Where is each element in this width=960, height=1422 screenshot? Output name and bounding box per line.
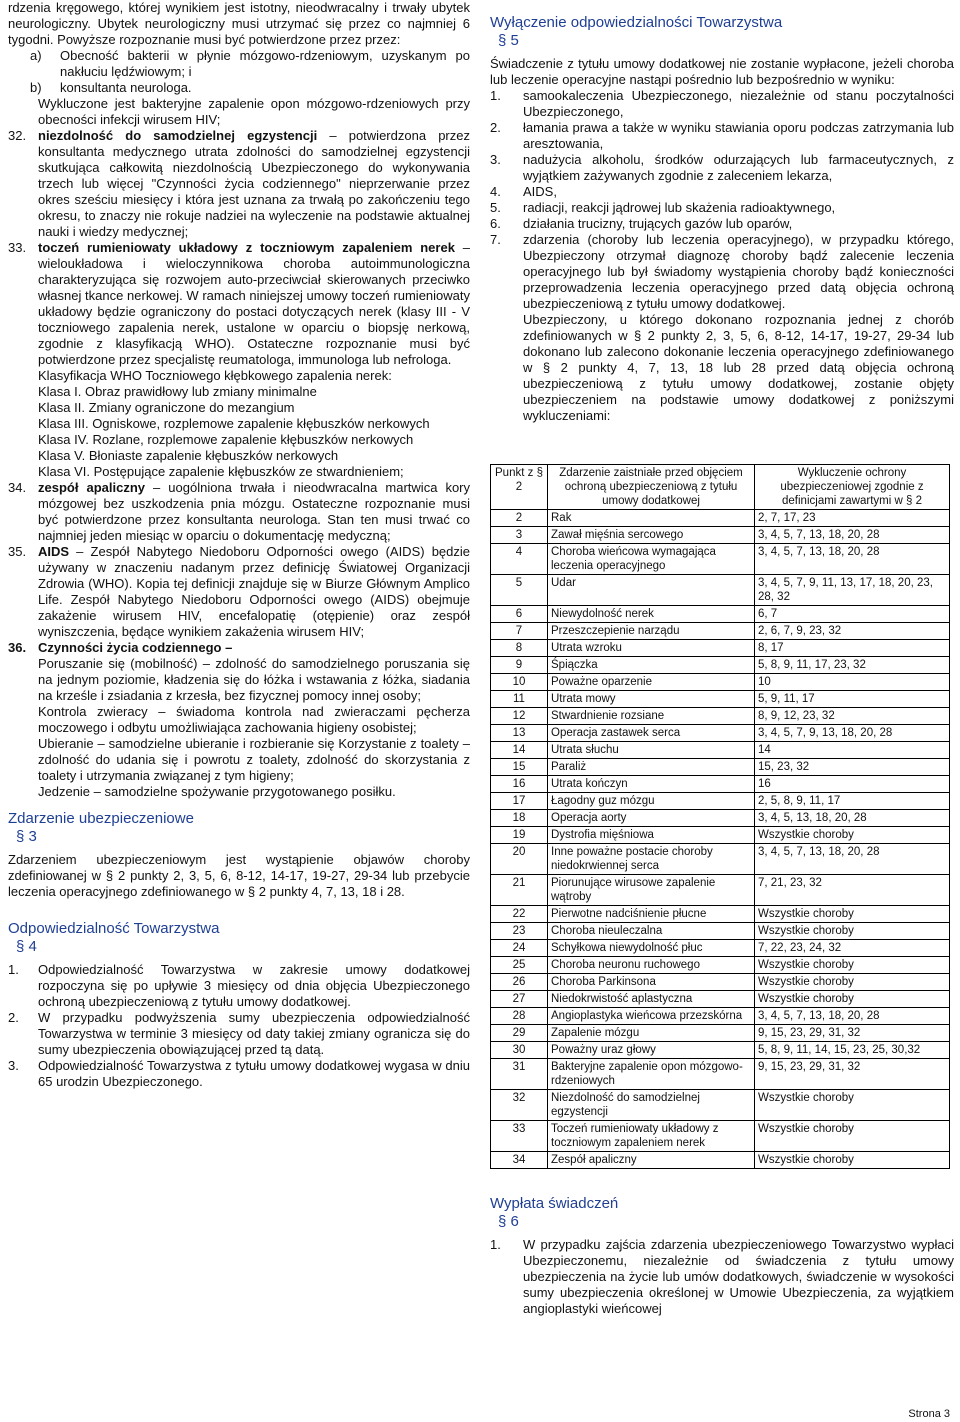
section-6-number: § 6 [498, 1213, 519, 1230]
table-row [491, 776, 950, 793]
table-cell-point: 13 [491, 725, 548, 742]
section-3-title: Zdarzenie ubezpieczeniowe [8, 810, 194, 827]
table-cell-point: 33 [491, 1121, 548, 1152]
section-5-item-2-text: łamania prawa a także w wyniku stawiania oporu podczas zatrzymania lub aresztowania, [523, 120, 954, 151]
table-cell-point: 24 [491, 940, 548, 957]
table-cell-exclusion: Wszystkie choroby [755, 923, 950, 940]
table-row [491, 623, 950, 640]
table-cell-point: 14 [491, 742, 548, 759]
table-row [491, 544, 950, 575]
section-5-item-3 [490, 152, 954, 184]
table-cell-event: Piorunujące wirusowe zapalenie wątroby [548, 875, 755, 906]
definition-35-term: AIDS [38, 544, 70, 559]
definition-36 [8, 640, 470, 800]
section-5-item-2-number: 2. [490, 120, 501, 135]
table-row [491, 844, 950, 875]
table-row [491, 708, 950, 725]
section-5-item-7 [490, 232, 954, 312]
section-6-item-1-number: 1. [490, 1237, 501, 1252]
section-5-intro: Świadczenie z tytułu umowy dodatkowej nie zostanie wypłacone, jeżeli choroba lub leczenie operacyjne nastąpi pośrednio lub bezpośrednio w wyniku: [490, 56, 954, 87]
left-column [8, 0, 470, 1090]
table-cell-point: 12 [491, 708, 548, 725]
table-cell-event: Bakteryjne zapalenie opon mózgowo-rdzeniowych [548, 1059, 755, 1090]
table-cell-event: Utrata słuchu [548, 742, 755, 759]
definition-33-text: – wieloukładowa i wieloczynnikowa choroba autoimmunologiczna charakteryzująca się rozwojem auto-przeciwciał skierowanych przeciwko własnej tkance nerkowej. W ramach niniejszej umowy toczeń rumieniowaty układowy będzie ograniczony do postaci dotyczących nerek (klasy III - V toczniowego zapalenia nerek, ustalone w oparciu o biopsję nerkową, zgodnie z klasyfikacją WHO). Ostateczne rozpoznanie musi być potwierdzone przez specjalistę reumatologa, immunologa lub nefrologa. [38, 240, 471, 367]
table-cell-event: Toczeń rumieniowaty układowy z toczniowym zapaleniem nerek [548, 1121, 755, 1152]
item-b-text: konsultanta neurologa. [60, 80, 192, 95]
table-cell-point: 32 [491, 1090, 548, 1121]
table-header-row [491, 465, 950, 510]
table-cell-exclusion: 14 [755, 742, 950, 759]
item-a-text: Obecność bakterii w płynie mózgowo-rdzeniowym, uzyskanym po nakłuciu lędźwiowym; i [60, 48, 470, 79]
who-class-5: Klasa V. Błoniaste zapalenie kłębuszków nerkowych [38, 448, 339, 463]
section-5-number: § 5 [498, 32, 519, 49]
item-b [8, 80, 470, 96]
table-cell-point: 28 [491, 1008, 548, 1025]
table-row [491, 957, 950, 974]
section-6-item-1 [490, 1237, 954, 1317]
table-cell-event: Udar [548, 575, 755, 606]
section-5-item-3-text: nadużycia alkoholu, środków odurzających lub farmaceutycznych, z wyjątkiem zażywanych zgodnie z zaleceniem lekarza, [523, 152, 954, 183]
definition-35 [8, 544, 470, 640]
table-cell-event: Zawał mięśnia sercowego [548, 527, 755, 544]
table-cell-event: Pierwotne nadciśnienie płucne [548, 906, 755, 923]
who-class-3: Klasa III. Ogniskowe, rozplemowe zapalenie kłębuszków nerkowych [38, 416, 430, 431]
table-cell-point: 7 [491, 623, 548, 640]
table-cell-exclusion: 7, 22, 23, 24, 32 [755, 940, 950, 957]
table-cell-event: Stwardnienie rozsiane [548, 708, 755, 725]
definition-33 [8, 240, 470, 480]
section-5-title: Wyłączenie odpowiedzialności Towarzystwa [490, 14, 783, 31]
table-cell-exclusion: Wszystkie choroby [755, 1090, 950, 1121]
who-class-4: Klasa IV. Rozlane, rozplemowe zapalenie kłębuszków nerkowych [38, 432, 414, 447]
item-a-label: a) [30, 48, 42, 63]
table-row [491, 657, 950, 674]
table-cell-event: Choroba nieuleczalna [548, 923, 755, 940]
definition-35-text: – Zespół Nabytego Niedoboru Odporności owego (AIDS) będzie używany w znaczeniu nadanym przez definicję Światowej Organizacji Zdrowia (WHO). Kopia tej definicji znajduje się w Biurze Głównym Amplico Life. Zespół Nabytego Niedoboru Odporności owego (AIDS) obejmuje zakażenie wirusem HIV, encefalopatię (otępienie) oraz zespół wyniszczenia, będące wynikiem zakażenia wirusem HIV; [38, 544, 470, 639]
table-cell-exclusion: 9, 15, 23, 29, 31, 32 [755, 1025, 950, 1042]
table-cell-event: Utrata wzroku [548, 640, 755, 657]
table-cell-point: 30 [491, 1042, 548, 1059]
table-cell-exclusion: 5, 8, 9, 11, 17, 23, 32 [755, 657, 950, 674]
table-header-event: Zdarzenie zaistniałe przed objęciem ochroną ubezpieczeniową z tytułu umowy dodatkowej [548, 465, 755, 510]
section-5-after-text: Ubezpieczony, u którego dokonano rozpoznania jednej z chorób zdefiniowanych w § 2 punkty 2, 3, 5, 6, 8-12, 14-17, 19-27, 29-34 lub dokonano lub zalecono dokonanie leczenia operacyjnego zdefiniowanego w § 2 punkty 4, 7, 13, 18 lub 28 przed datą objęcia ochroną ubezpieczeniową z tytułu umowy dodatkowej, zostanie objęty ubezpieczeniem na podstawie umowy dodatkowej z poniższymi wykluczeniami: [523, 312, 954, 423]
table-cell-point: 18 [491, 810, 548, 827]
table-row [491, 1121, 950, 1152]
table-cell-point: 25 [491, 957, 548, 974]
right-column [490, 0, 954, 1317]
table-cell-event: Zapalenie mózgu [548, 1025, 755, 1042]
definition-34-term: zespół apaliczny [38, 480, 146, 495]
definition-36-number: 36. [8, 640, 27, 655]
table-cell-exclusion: 8, 9, 12, 23, 32 [755, 708, 950, 725]
table-cell-point: 16 [491, 776, 548, 793]
table-cell-exclusion: 3, 4, 5, 7, 13, 18, 20, 28 [755, 544, 950, 575]
table-cell-event: Poważny uraz głowy [548, 1042, 755, 1059]
table-cell-exclusion: 5, 9, 11, 17 [755, 691, 950, 708]
section-4-item-2-number: 2. [8, 1010, 19, 1025]
table-cell-exclusion: Wszystkie choroby [755, 974, 950, 991]
section-5-item-4-number: 4. [490, 184, 501, 199]
table-row [491, 1090, 950, 1121]
table-row [491, 606, 950, 623]
table-cell-event: Schyłkowa niewydolność płuc [548, 940, 755, 957]
item-b-label: b) [30, 80, 42, 95]
table-cell-event: Choroba neuronu ruchowego [548, 957, 755, 974]
table-row [491, 991, 950, 1008]
table-cell-point: 4 [491, 544, 548, 575]
table-row [491, 640, 950, 657]
section-6-title: Wypłata świadczeń [490, 1195, 619, 1212]
table-cell-event: Przeszczepienie narządu [548, 623, 755, 640]
table-row [491, 742, 950, 759]
table-cell-exclusion: 5, 8, 9, 11, 14, 15, 23, 25, 30,32 [755, 1042, 950, 1059]
table-row [491, 1008, 950, 1025]
table-header-point: Punkt z § 2 [491, 465, 548, 510]
table-cell-point: 29 [491, 1025, 548, 1042]
table-row [491, 691, 950, 708]
table-row [491, 527, 950, 544]
section-5-item-5 [490, 200, 954, 216]
section-6-item-1-text: W przypadku zajścia zdarzenia ubezpieczeniowego Towarzystwo wypłaci Ubezpieczonemu, niezależnie od świadczenia z tytułu umowy ubezpieczenia na życie lub umów dodatkowych, świadczenie w wysokości sumy ubezpieczenia określonej w Umowie Ubezpieczenia, za wyjątkiem angioplastyki wieńcowej [523, 1237, 954, 1316]
table-cell-point: 8 [491, 640, 548, 657]
definition-34-text: – uogólniona trwała i nieodwracalna martwica kory mózgowej bez uszkodzenia pnia mózgu. Ostateczne rozpoznanie musi być potwierdzone przez konsultanta neurologa. Stan ten musi trwać co najmniej jeden miesiąc w oparciu o dokumentację medyczną; [38, 480, 471, 543]
table-row [491, 674, 950, 691]
section-4-title: Odpowiedzialność Towarzystwa [8, 920, 220, 937]
table-cell-exclusion: Wszystkie choroby [755, 1152, 950, 1169]
table-cell-point: 17 [491, 793, 548, 810]
who-classification-title: Klasyfikacja WHO Toczniowego kłębkowego zapalenia nerek: [38, 368, 392, 383]
section-4-item-1-text: Odpowiedzialność Towarzystwa w zakresie umowy dodatkowej rozpoczyna się po upływie 3 miesięcy od dnia objęcia Ubezpieczonego ochroną ubezpieczeniową z tytułu umowy dodatkowej. [38, 962, 470, 1009]
table-cell-event: Dystrofia mięśniowa [548, 827, 755, 844]
page-number: Strona 3 [908, 1408, 950, 1420]
table-row [491, 810, 950, 827]
table-cell-point: 27 [491, 991, 548, 1008]
table-row [491, 1042, 950, 1059]
section-3-text: Zdarzeniem ubezpieczeniowym jest wystąpienie objawów choroby zdefiniowanej w § 2 punkty 2, 3, 5, 6, 8-12, 14-17, 19-27, 29-34 lub przebycie leczenia operacyjnego zdefiniowanego w § 2 punkty 4, 7, 13, 18 i 28. [8, 852, 470, 899]
table-cell-exclusion: 7, 21, 23, 32 [755, 875, 950, 906]
table-row [491, 575, 950, 606]
table-cell-exclusion: 9, 15, 23, 29, 31, 32 [755, 1059, 950, 1090]
section-5-item-1-text: samookaleczenia Ubezpieczonego, niezależnie od stanu poczytalności Ubezpieczonego, [523, 88, 954, 119]
table-cell-event: Utrata mowy [548, 691, 755, 708]
table-cell-exclusion: 2, 7, 17, 23 [755, 510, 950, 527]
table-header-exclusion: Wykluczenie ochrony ubezpieczeniowej zgodnie z definicjami zawartymi w § 2 [755, 465, 950, 510]
table-cell-point: 5 [491, 575, 548, 606]
table-cell-exclusion: Wszystkie choroby [755, 906, 950, 923]
table-row [491, 974, 950, 991]
section-5-item-1-number: 1. [490, 88, 501, 103]
table-cell-point: 31 [491, 1059, 548, 1090]
table-row [491, 940, 950, 957]
adl-mobility: Poruszanie się (mobilność) – zdolność do samodzielnego poruszania się na jednym poziomie, kładzenia się do łóżka i wstawania z łóżka, siadania na krześle i zsiadania z krzesła, bez fizycznej pomocy innej osoby; [38, 656, 470, 703]
section-5-item-7-number: 7. [490, 232, 501, 247]
table-cell-point: 23 [491, 923, 548, 940]
table-row [491, 1025, 950, 1042]
section-5-item-2 [490, 120, 954, 152]
exclusion-note: Wykluczone jest bakteryjne zapalenie opon mózgowo-rdzeniowych przy obecności infekcji wirusem HIV; [38, 96, 470, 127]
table-cell-exclusion: Wszystkie choroby [755, 957, 950, 974]
table-cell-point: 21 [491, 875, 548, 906]
table-row [491, 759, 950, 776]
definition-33-number: 33. [8, 240, 27, 255]
exclusions-table [490, 464, 950, 1169]
section-3-number: § 3 [16, 828, 37, 845]
table-row [491, 725, 950, 742]
who-class-1: Klasa I. Obraz prawidłowy lub zmiany minimalne [38, 384, 317, 399]
table-cell-event: Operacja aorty [548, 810, 755, 827]
table-cell-exclusion: 3, 4, 5, 7, 9, 11, 13, 17, 18, 20, 23, 28, 32 [755, 575, 950, 606]
table-cell-exclusion: Wszystkie choroby [755, 827, 950, 844]
section-4-number: § 4 [16, 938, 37, 955]
table-cell-exclusion: 3, 4, 5, 13, 18, 20, 28 [755, 810, 950, 827]
table-cell-point: 10 [491, 674, 548, 691]
table-cell-exclusion: 15, 23, 32 [755, 759, 950, 776]
section-5-item-6-text: działania trucizny, trujących gazów lub oparów, [523, 216, 793, 231]
section-4-item-1-number: 1. [8, 962, 19, 977]
who-class-2: Klasa II. Zmiany ograniczone do mezangium [38, 400, 295, 415]
section-4-item-3-number: 3. [8, 1058, 19, 1073]
table-cell-event: Choroba Parkinsona [548, 974, 755, 991]
section-5-item-4-text: AIDS, [523, 184, 557, 199]
section-5-item-5-number: 5. [490, 200, 501, 215]
definition-36-term: Czynności życia codziennego – [38, 640, 233, 655]
table-cell-point: 34 [491, 1152, 548, 1169]
table-cell-event: Operacja zastawek serca [548, 725, 755, 742]
section-5-list [490, 88, 954, 312]
table-row [491, 923, 950, 940]
table-cell-point: 11 [491, 691, 548, 708]
table-cell-event: Zespół apaliczny [548, 1152, 755, 1169]
table-cell-exclusion: 3, 4, 5, 7, 13, 18, 20, 28 [755, 527, 950, 544]
table-cell-exclusion: 2, 6, 7, 9, 23, 32 [755, 623, 950, 640]
definition-32 [8, 128, 470, 240]
who-class-6: Klasa VI. Postępujące zapalenie kłębuszków ze stwardnieniem; [38, 464, 404, 479]
table-row [491, 510, 950, 527]
table-cell-event: Choroba wieńcowa wymagająca leczenia operacyjnego [548, 544, 755, 575]
table-cell-event: Inne poważne postacie choroby niedokrwiennej serca [548, 844, 755, 875]
table-row [491, 906, 950, 923]
table-cell-exclusion: 3, 4, 5, 7, 9, 13, 18, 20, 28 [755, 725, 950, 742]
table-row [491, 793, 950, 810]
table-cell-exclusion: 3, 4, 5, 7, 13, 18, 20, 28 [755, 844, 950, 875]
table-cell-exclusion: 8, 17 [755, 640, 950, 657]
table-cell-point: 20 [491, 844, 548, 875]
table-cell-point: 6 [491, 606, 548, 623]
table-cell-event: Niewydolność nerek [548, 606, 755, 623]
table-cell-point: 9 [491, 657, 548, 674]
table-cell-exclusion: 3, 4, 5, 7, 13, 18, 20, 28 [755, 1008, 950, 1025]
table-cell-event: Rak [548, 510, 755, 527]
section-4-item-1 [8, 962, 470, 1010]
section-5-item-6 [490, 216, 954, 232]
table-cell-exclusion: 10 [755, 674, 950, 691]
table-cell-event: Poważne oparzenie [548, 674, 755, 691]
section-4-item-2 [8, 1010, 470, 1058]
adl-dressing-toilet: Ubieranie – samodzielne ubieranie i rozbieranie się Korzystanie z toalety – zdolność do udania się i powrotu z toalety, zdolność do skorzystania z toalety i utrzymania związanej z tym higieny; [38, 736, 470, 783]
section-5-item-4 [490, 184, 954, 200]
table-cell-event: Paraliż [548, 759, 755, 776]
item-a [8, 48, 470, 80]
table-cell-event: Angioplastyka wieńcowa przezskórna [548, 1008, 755, 1025]
section-4-item-3-text: Odpowiedzialność Towarzystwa z tytułu umowy dodatkowej wygasa w dniu 65 urodzin Ubezpieczonego. [38, 1058, 470, 1089]
table-cell-event: Niedokrwistość aplastyczna [548, 991, 755, 1008]
section-4-item-3 [8, 1058, 470, 1090]
table-cell-event: Utrata kończyn [548, 776, 755, 793]
section-4-item-2-text: W przypadku podwyższenia sumy ubezpieczenia odpowiedzialność Towarzystwa w terminie 3 miesięcy od daty takiej zmiany ogranicza się do sumy ubezpieczenia obowiązującej przed tą datą. [38, 1010, 470, 1057]
table-cell-event: Śpiączka [548, 657, 755, 674]
intro-paragraph: rdzenia kręgowego, której wynikiem jest istotny, nieodwracalny i trwały ubytek neurologiczny. Ubytek neurologiczny musi utrzymać się przez co najmniej 6 tygodni. Powyższe rozpoznanie musi być potwierdzone przez przez: [8, 0, 470, 47]
definition-32-text: – potwierdzona przez konsultanta medycznego utrata zdolności do samodzielnej egzystencji skutkująca całkowitą niezdolnością Ubezpieczonego do wykonywania trzech lub więcej "Czynności życia codziennego" nieprzerwanie przez okres sześciu miesięcy i która jest uznana za trwałą po zakończeniu tego okresu, to znaczy nie rokuje nadziei na wyleczenie na podstawie aktualnej nauki i wiedzy medycznej; [38, 128, 470, 239]
table-cell-exclusion: 16 [755, 776, 950, 793]
section-5-item-6-number: 6. [490, 216, 501, 231]
definition-33-term: toczeń rumieniowaty układowy z toczniowym zapaleniem nerek [38, 240, 455, 255]
table-cell-point: 26 [491, 974, 548, 991]
section-5-item-1 [490, 88, 954, 120]
definition-32-number: 32. [8, 128, 27, 143]
table-row [491, 1059, 950, 1090]
table-cell-point: 3 [491, 527, 548, 544]
table-row [491, 1152, 950, 1169]
table-row [491, 827, 950, 844]
table-cell-point: 15 [491, 759, 548, 776]
section-5-item-7-text: zdarzenia (choroby lub leczenia operacyjnego), w przypadku którego, Ubezpieczony otrzymał diagnozę choroby bądź zalecenie leczenia operacyjnego lub był świadomy wystąpienia choroby bądź konieczności przeprowadzenia leczenia operacyjnego przed datą objęcia ochroną ubezpieczeniową z tytułu umowy dodatkowej. [523, 232, 954, 311]
table-cell-event: Łagodny guz mózgu [548, 793, 755, 810]
table-cell-exclusion: Wszystkie choroby [755, 1121, 950, 1152]
definition-35-number: 35. [8, 544, 27, 559]
table-cell-point: 22 [491, 906, 548, 923]
definition-34-number: 34. [8, 480, 27, 495]
section-5-item-5-text: radiacji, reakcji jądrowej lub skażenia radioaktywnego, [523, 200, 836, 215]
table-cell-exclusion: 2, 5, 8, 9, 11, 17 [755, 793, 950, 810]
table-cell-point: 19 [491, 827, 548, 844]
adl-continence: Kontrola zwieracy – świadoma kontrola nad zwieraczami pęcherza moczowego i odbytu umożliwiająca zachowania higieny osobistej; [38, 704, 470, 735]
definition-32-term: niezdolność do samodzielnej egzystencji [38, 128, 318, 143]
section-5-item-3-number: 3. [490, 152, 501, 167]
table-row [491, 875, 950, 906]
table-cell-exclusion: Wszystkie choroby [755, 991, 950, 1008]
definition-34 [8, 480, 470, 544]
table-cell-exclusion: 6, 7 [755, 606, 950, 623]
table-cell-point: 2 [491, 510, 548, 527]
adl-eating: Jedzenie – samodzielne spożywanie przygotowanego posiłku. [38, 784, 396, 799]
table-cell-event: Niezdolność do samodzielnej egzystencji [548, 1090, 755, 1121]
